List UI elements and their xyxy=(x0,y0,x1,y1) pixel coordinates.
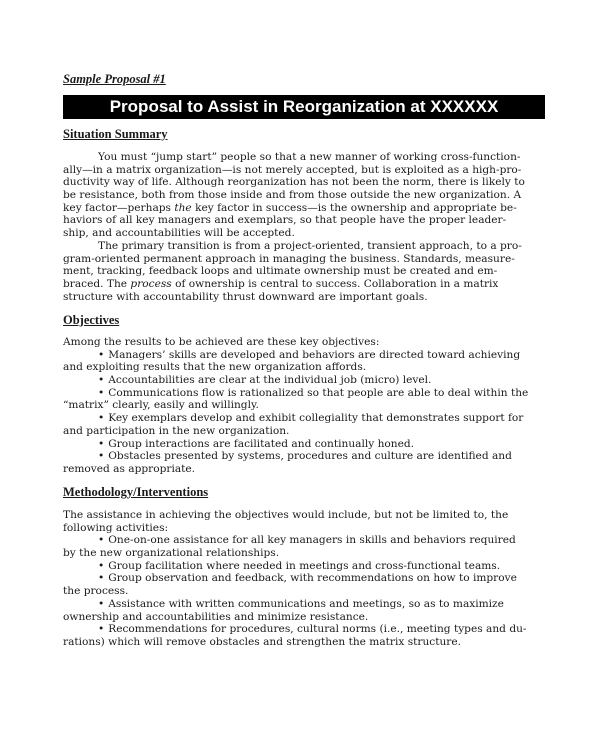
list-item-continuation: removed as appropriate. xyxy=(63,462,196,475)
bullet-icon: • xyxy=(98,534,105,547)
list-item xyxy=(63,412,553,425)
list-item xyxy=(63,560,553,573)
text-line: be resistance, both from those inside and from those outside the new organization. A xyxy=(63,189,522,202)
sample-proposal-label: Sample Proposal #1 xyxy=(63,72,166,86)
bullet-icon: • xyxy=(98,348,105,361)
bullet-icon: • xyxy=(98,437,105,450)
text-line: ship, and accountabilities will be accepted. xyxy=(63,227,295,240)
text-line: ductivity way of life. Although reorganization has not been the norm, there is likely to xyxy=(63,176,525,189)
text-line: ally—in a matrix organization—is not merely accepted, but is exploited as a high-pro- xyxy=(63,163,522,176)
list-item-continuation: by the new organizational relationships. xyxy=(63,547,280,560)
text-line: The primary transition is from a project-oriented, transient approach, to a pro- xyxy=(98,239,522,252)
bullet-icon: • xyxy=(98,559,105,572)
list-item xyxy=(63,387,553,400)
text-line: key factor—perhaps the key factor in success—is the ownership and appropriate be- xyxy=(63,201,517,214)
list-item-text: Recommendations for procedures, cultural norms (i.e., meeting types and du- xyxy=(108,623,527,636)
list-item-continuation: “matrix” clearly, easily and willingly. xyxy=(63,399,259,412)
text-line: gram-oriented permanent approach in managing the business. Standards, measure- xyxy=(63,252,515,265)
objectives-heading: Objectives xyxy=(63,313,120,327)
situation-summary-body xyxy=(63,151,553,303)
methodology-intro: following activities: xyxy=(63,521,169,534)
list-item-text: Managers’ skills are developed and behaviors are directed toward achieving xyxy=(108,348,521,361)
text-line: structure with accountability thrust downward are important goals. xyxy=(63,290,428,303)
bullet-icon: • xyxy=(98,374,105,387)
text-line: You must “jump start” people so that a new manner of working cross-function- xyxy=(98,151,521,163)
bullet-icon: • xyxy=(98,450,105,463)
list-item-text: Assistance with written communications and meetings, so as to maximize xyxy=(108,597,504,610)
document-title: Proposal to Assist in Reorganization at XXXXXX xyxy=(63,95,545,119)
list-item-text: One-on-one assistance for all key managers in skills and behaviors required xyxy=(108,534,516,547)
list-item-text: Key exemplars develop and exhibit collegiality that demonstrates support for xyxy=(108,412,524,425)
list-item-text: Group interactions are facilitated and continually honed. xyxy=(108,437,415,450)
list-item xyxy=(63,534,553,547)
list-item-continuation: and participation in the new organization. xyxy=(63,424,290,437)
bullet-icon: • xyxy=(98,386,105,399)
list-item-continuation: ownership and accountabilities and minimize resistance. xyxy=(63,610,369,623)
list-item xyxy=(63,438,553,451)
list-item xyxy=(63,623,553,636)
list-item xyxy=(63,598,553,611)
list-item xyxy=(63,572,553,585)
list-item-text: Obstacles presented by systems, procedures and culture are identified and xyxy=(108,450,512,463)
bullet-icon: • xyxy=(98,623,105,636)
text-line: haviors of all key managers and exemplars, so that people have the proper leader- xyxy=(63,214,507,227)
objectives-body xyxy=(63,336,553,476)
list-item-continuation: rations) which will remove obstacles and strengthen the matrix structure. xyxy=(63,635,461,648)
list-item xyxy=(63,450,553,463)
list-item-continuation: and exploiting results that the new organization affords. xyxy=(63,361,367,374)
list-item xyxy=(63,374,553,387)
list-item-text: Communications flow is rationalized so that people are able to deal within the xyxy=(108,386,529,399)
text-line: braced. The process of ownership is central to success. Collaboration in a matrix xyxy=(63,277,499,290)
text-line: ment, tracking, feedback loops and ultimate ownership must be created and em- xyxy=(63,265,498,278)
list-item-continuation: the process. xyxy=(63,585,129,598)
situation-summary-heading: Situation Summary xyxy=(63,127,168,141)
list-item-text: Group observation and feedback, with recommendations on how to improve xyxy=(108,572,517,585)
bullet-icon: • xyxy=(98,412,105,425)
methodology-intro: The assistance in achieving the objectives would include, but not be limited to, the xyxy=(63,509,509,521)
methodology-body xyxy=(63,509,553,649)
methodology-heading: Methodology/Interventions xyxy=(63,485,209,499)
bullet-icon: • xyxy=(98,572,105,585)
list-item-text: Accountabilities are clear at the individual job (micro) level. xyxy=(108,374,432,387)
list-item xyxy=(63,349,553,362)
bullet-icon: • xyxy=(98,597,105,610)
list-item-text: Group facilitation where needed in meetings and cross-functional teams. xyxy=(108,559,501,572)
objectives-intro: Among the results to be achieved are these key objectives: xyxy=(63,336,380,348)
